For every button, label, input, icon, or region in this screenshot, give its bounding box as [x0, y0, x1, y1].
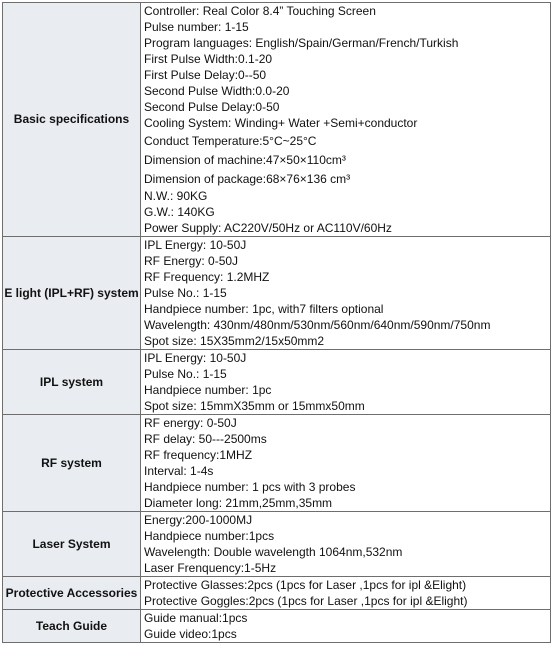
specification-table — [2, 2, 551, 643]
spec-detail-line: Second Pulse Delay:0-50 — [144, 100, 280, 114]
spec-detail-line: G.W.: 140KG — [144, 205, 215, 219]
spec-details-cell — [141, 577, 551, 610]
spec-detail-line: Dimension of package:68×76×136 cm³ — [144, 172, 351, 186]
spec-detail-line: Pulse number: 1-15 — [144, 20, 249, 34]
spec-detail-line: IPL Energy: 10-50J — [144, 351, 247, 365]
spec-detail-line: RF energy: 0-50J — [144, 416, 237, 430]
spec-detail-line: Energy:200-1000MJ — [144, 513, 253, 527]
spec-detail-line: Handpiece number: 1 pcs with 3 probes — [144, 480, 356, 494]
spec-row — [3, 237, 551, 350]
spec-details-cell — [141, 3, 551, 237]
spec-details-cell — [141, 610, 551, 643]
spec-detail-line: Pulse No.: 1-15 — [144, 286, 227, 300]
spec-category-label: IPL system — [3, 350, 141, 415]
spec-detail-line: Spot size: 15mmX35mm or 15mmx50mm — [144, 399, 365, 413]
spec-detail-line: Dimension of machine:47×50×110cm³ — [144, 153, 346, 167]
spec-row — [3, 577, 551, 610]
spec-detail-line: Conduct Temperature:5°C~25°C — [144, 134, 317, 148]
spec-detail-line: Controller: Real Color 8.4” Touching Screen — [144, 4, 376, 18]
spec-row — [3, 415, 551, 512]
spec-detail-line: RF delay: 50---2500ms — [144, 432, 267, 446]
spec-row — [3, 3, 551, 237]
spec-detail-line: Spot size: 15X35mm2/15x50mm2 — [144, 334, 325, 348]
spec-detail-line: N.W.: 90KG — [144, 189, 208, 203]
spec-detail-line: Handpiece number: 1pc — [144, 383, 272, 397]
specification-table-body — [3, 3, 551, 643]
spec-details-cell — [141, 237, 551, 350]
spec-details-cell — [141, 415, 551, 512]
spec-row — [3, 350, 551, 415]
spec-detail-line: Protective Goggles:2pcs (1pcs for Laser ,1pcs for ipl &Elight) — [144, 594, 468, 608]
spec-detail-line: Handpiece number: 1pc, with7 filters optional — [144, 302, 384, 316]
spec-detail-line: First Pulse Width:0.1-20 — [144, 52, 273, 66]
spec-details-cell — [141, 350, 551, 415]
spec-detail-line: RF Frequency: 1.2MHZ — [144, 270, 270, 284]
spec-detail-line: Program languages: English/Spain/German/French/Turkish — [144, 36, 459, 50]
spec-detail-line: IPL Energy: 10-50J — [144, 238, 247, 252]
spec-category-label: Basic specifications — [3, 3, 141, 237]
spec-detail-line: Protective Glasses:2pcs (1pcs for Laser ,1pcs for ipl &Elight) — [144, 578, 467, 592]
spec-category-label: Protective Accessories — [3, 577, 141, 610]
spec-detail-line: Guide video:1pcs — [144, 627, 237, 641]
spec-row — [3, 512, 551, 577]
spec-detail-line: Second Pulse Width:0.0-20 — [144, 84, 290, 98]
spec-category-label: Teach Guide — [3, 610, 141, 643]
spec-details-cell — [141, 512, 551, 577]
spec-detail-line: Handpiece number:1pcs — [144, 529, 275, 543]
spec-detail-line: Laser Frenquency:1-5Hz — [144, 561, 277, 575]
spec-detail-line: Guide manual:1pcs — [144, 611, 248, 625]
spec-detail-line: Power Supply: AC220V/50Hz or AC110V/60Hz — [144, 221, 392, 235]
spec-detail-line: RF Energy: 0-50J — [144, 254, 239, 268]
spec-detail-line: RF frequency:1MHZ — [144, 448, 253, 462]
spec-category-label: E light (IPL+RF) system — [3, 237, 141, 350]
spec-detail-line: Cooling System: Winding+ Water +Semi+conductor — [144, 116, 418, 130]
spec-detail-line: Pulse No.: 1-15 — [144, 367, 227, 381]
spec-detail-line: Wavelength: Double wavelength 1064nm,532nm — [144, 545, 403, 559]
spec-row — [3, 610, 551, 643]
spec-category-label: RF system — [3, 415, 141, 512]
spec-detail-line: First Pulse Delay:0--50 — [144, 68, 267, 82]
spec-detail-line: Interval: 1-4s — [144, 464, 214, 478]
spec-detail-line: Diameter long: 21mm,25mm,35mm — [144, 496, 333, 510]
spec-detail-line: Wavelength: 430nm/480nm/530nm/560nm/640nm/590nm/750nm — [144, 318, 491, 332]
spec-category-label: Laser System — [3, 512, 141, 577]
